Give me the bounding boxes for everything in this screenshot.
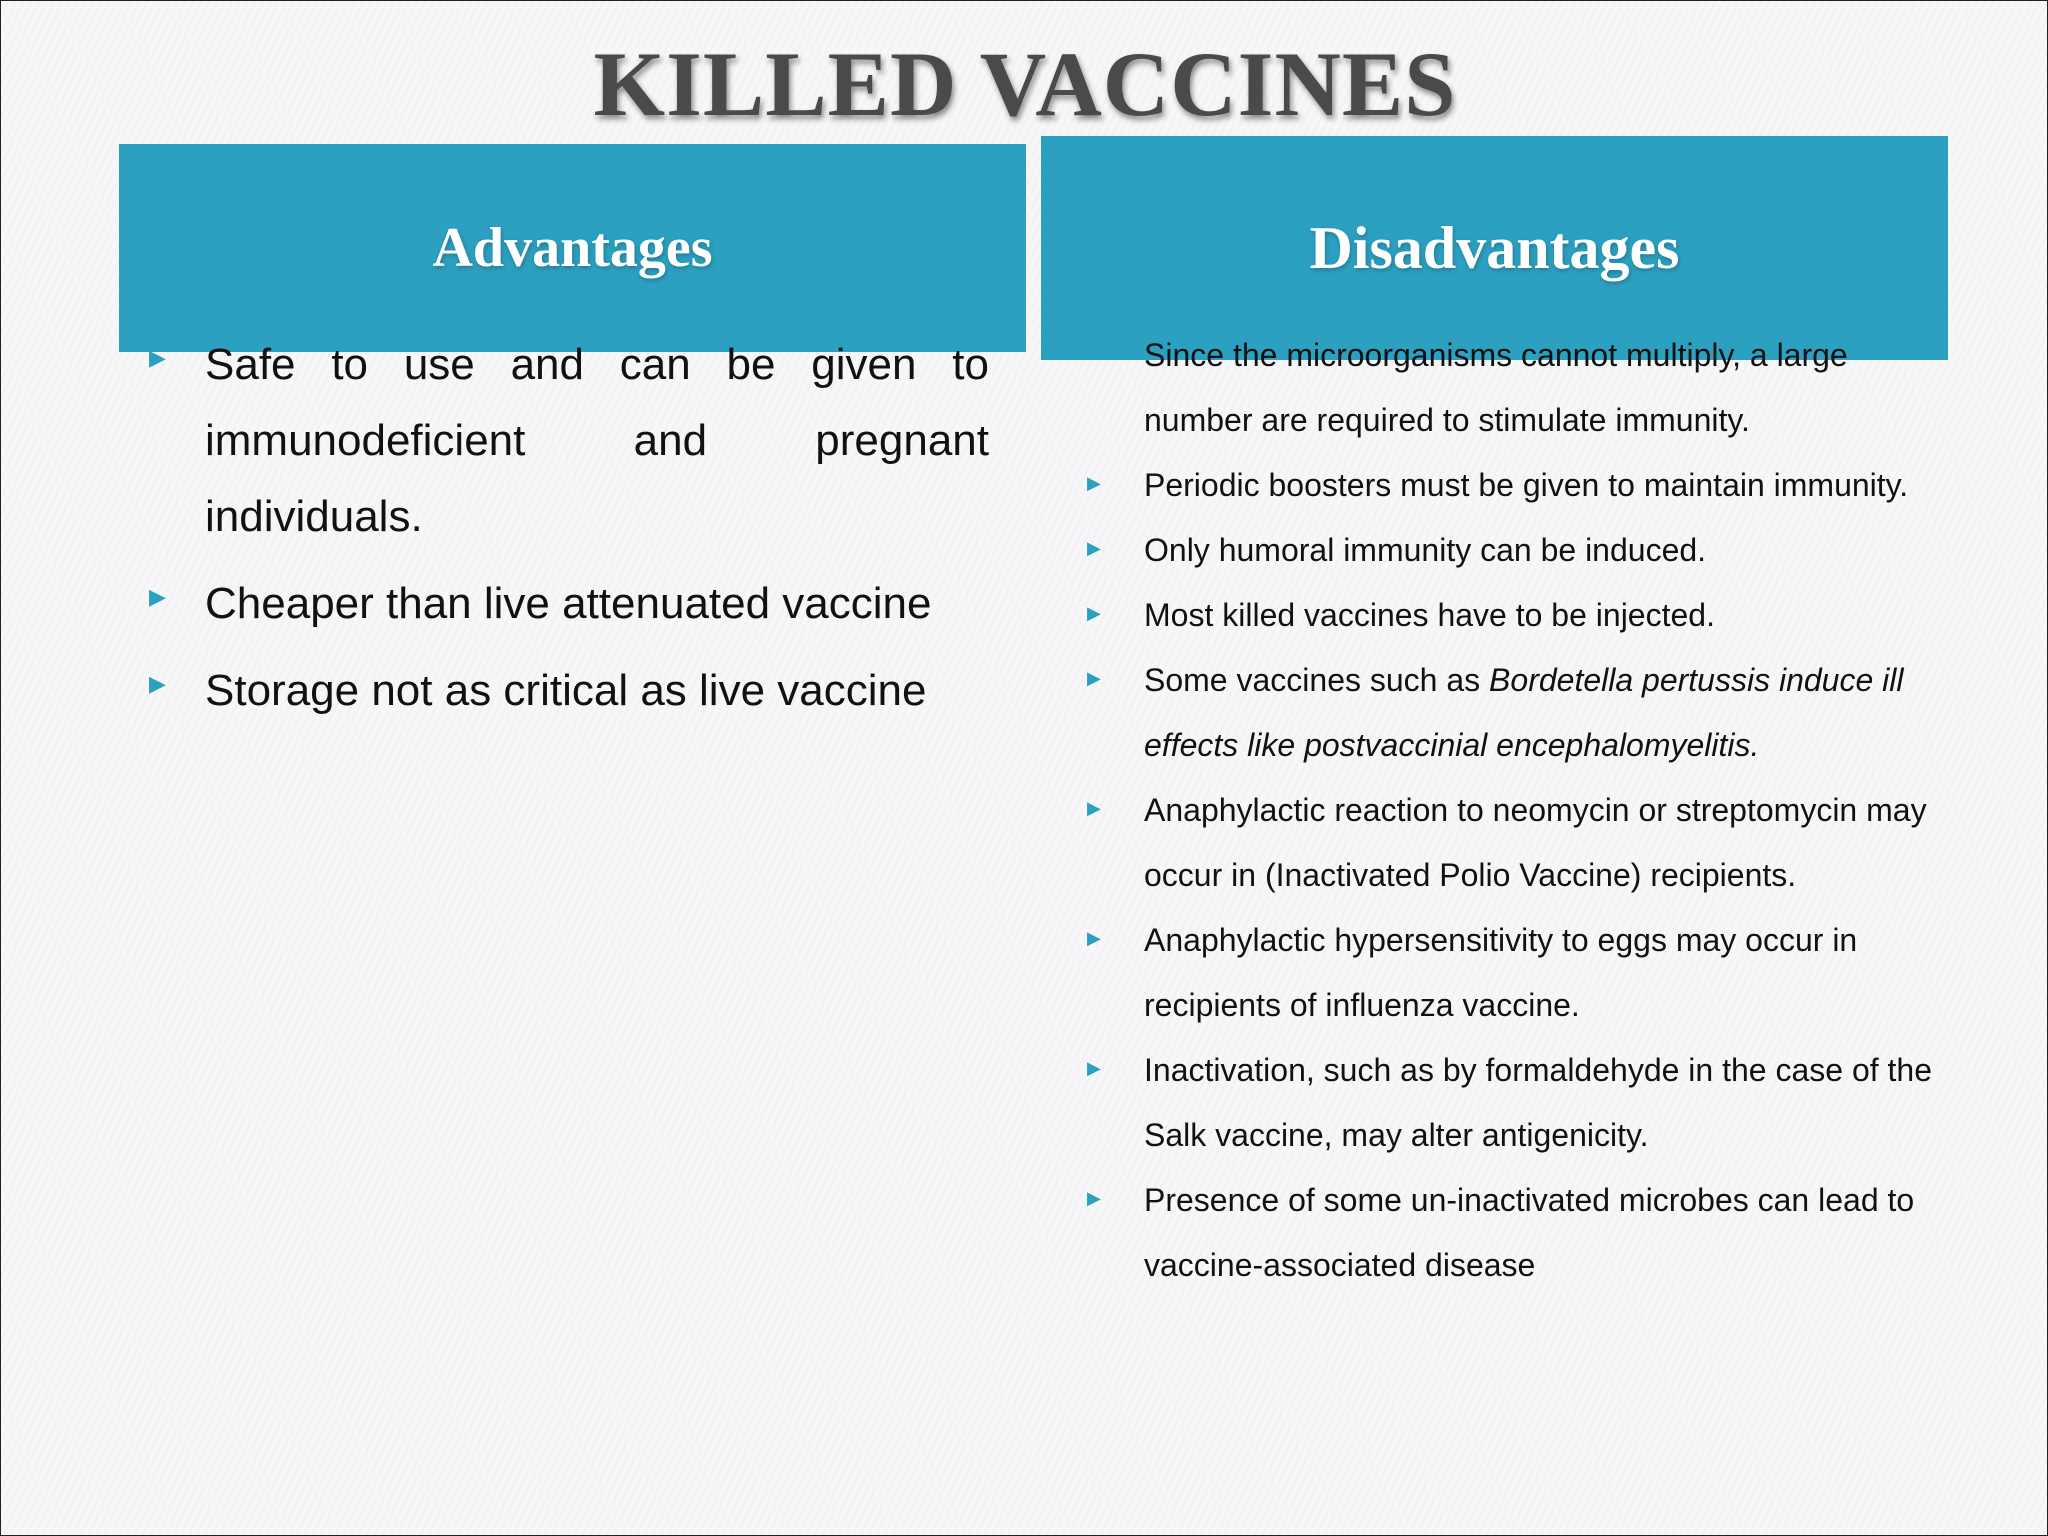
list-item bbox=[149, 653, 989, 729]
bullet-arrow-icon: ▶ bbox=[1087, 538, 1101, 558]
list-item bbox=[1087, 778, 1937, 908]
list-item-text-italic: Bordetella pertussis induce ill effects like postvaccinial encephalomyelitis. bbox=[1144, 662, 1904, 763]
slide-title: KILLED VACCINES bbox=[593, 33, 1457, 135]
bullet-arrow-icon: ▶ bbox=[149, 584, 166, 609]
list-item bbox=[1087, 648, 1937, 778]
list-item bbox=[149, 566, 989, 642]
list-item-text: Cheaper than live attenuated vaccine bbox=[205, 579, 932, 628]
advantages-heading: Advantages bbox=[432, 217, 713, 279]
list-item-text: Most killed vaccines have to be injected. bbox=[1144, 597, 1715, 633]
list-item bbox=[1087, 453, 1937, 518]
list-item-text: Anaphylactic hypersensitivity to eggs may occur in recipients of influenza vaccine. bbox=[1144, 922, 1858, 1023]
bullet-arrow-icon: ▶ bbox=[1087, 798, 1101, 818]
list-item bbox=[1087, 908, 1937, 1038]
bullet-arrow-icon: ▶ bbox=[1087, 1188, 1101, 1208]
list-item-text: Inactivation, such as by formaldehyde in the case of the Salk vaccine, may alter antigenicity. bbox=[1144, 1052, 1933, 1153]
list-item-text: Presence of some un-inactivated microbes can lead to vaccine-associated disease bbox=[1144, 1182, 1915, 1283]
list-item bbox=[1087, 1168, 1937, 1298]
bullet-arrow-icon: ▶ bbox=[1087, 603, 1101, 623]
bullet-arrow-icon: ▶ bbox=[1087, 928, 1101, 948]
list-item bbox=[1087, 518, 1937, 583]
list-item bbox=[1087, 323, 1937, 453]
advantages-list bbox=[149, 327, 989, 740]
bullet-arrow-icon: ▶ bbox=[149, 671, 166, 696]
list-item-text: Anaphylactic reaction to neomycin or streptomycin may occur in (Inactivated Polio Vaccine) recipients. bbox=[1144, 792, 1927, 893]
list-item-text: Storage not as critical as live vaccine bbox=[205, 666, 927, 715]
list-item-text: Since the microorganisms cannot multiply, a large number are required to stimulate immunity. bbox=[1144, 337, 1848, 438]
disadvantages-heading: Disadvantages bbox=[1309, 214, 1680, 281]
disadvantages-list bbox=[1087, 323, 1937, 1298]
list-item bbox=[1087, 1038, 1937, 1168]
list-item bbox=[1087, 583, 1937, 648]
bullet-arrow-icon: ▶ bbox=[1087, 473, 1101, 493]
bullet-arrow-icon: ▶ bbox=[1087, 1058, 1101, 1078]
advantages-header bbox=[119, 144, 1026, 352]
list-item-text: Periodic boosters must be given to maintain immunity. bbox=[1144, 467, 1909, 503]
list-item bbox=[149, 327, 989, 555]
bullet-arrow-icon: ▶ bbox=[149, 345, 166, 370]
list-item-text-prefix: Some vaccines such as bbox=[1144, 662, 1490, 698]
list-item-text: Safe to use and can be given to immunodeficient and pregnant individuals. bbox=[205, 340, 989, 541]
list-item-text: Only humoral immunity can be induced. bbox=[1144, 532, 1707, 568]
bullet-arrow-icon: ▶ bbox=[1087, 668, 1101, 688]
